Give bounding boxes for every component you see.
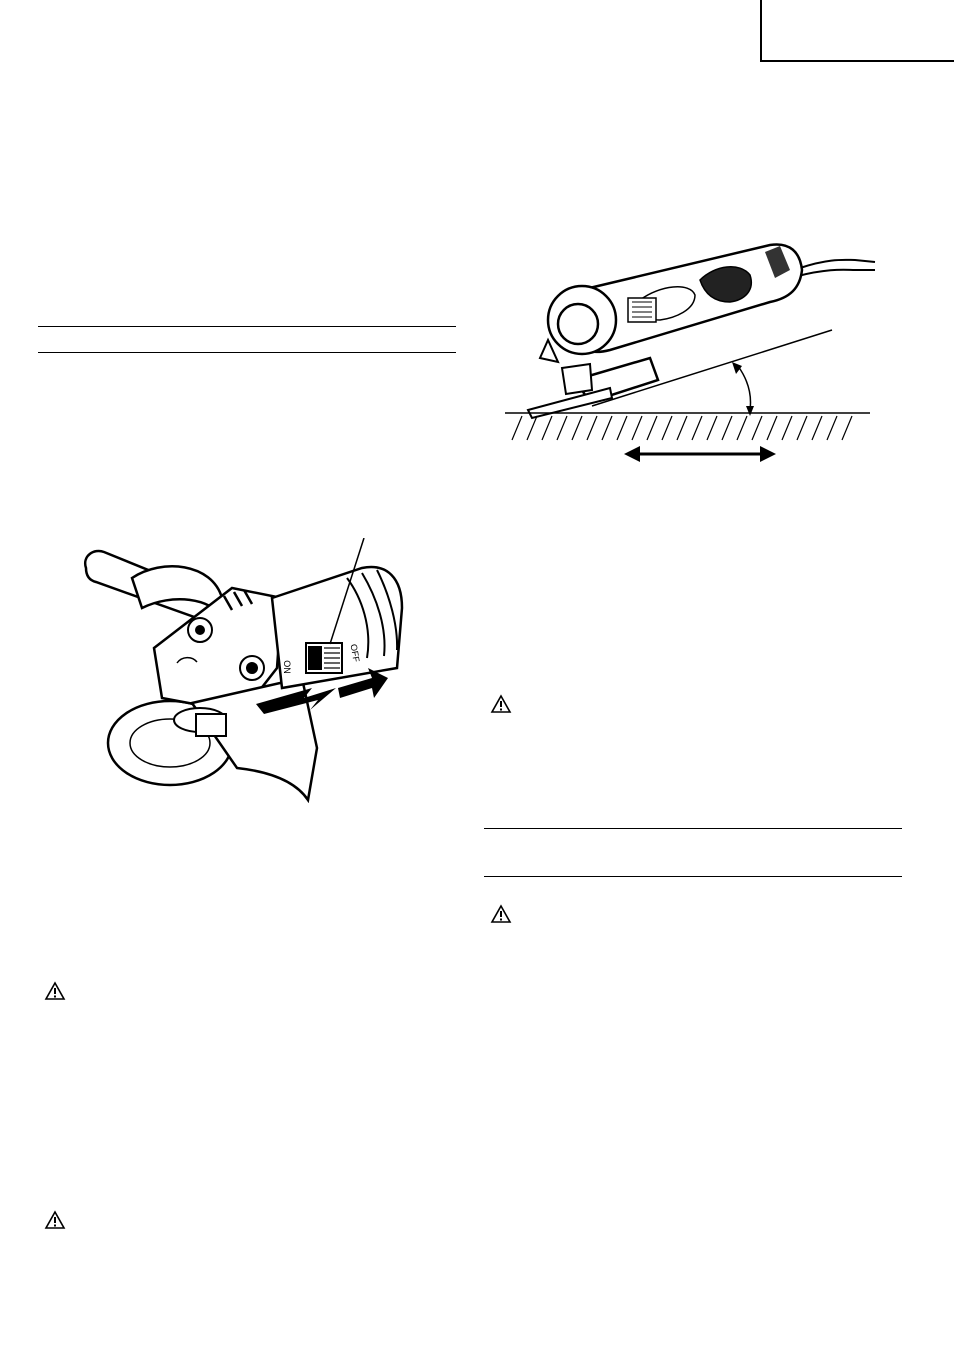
section-rule-bottom-left [38,352,456,353]
warning-triangle-icon [490,694,512,714]
section-rule-bottom-right [484,876,902,877]
section-rule-top-left [38,326,456,327]
warning-triangle-icon [44,981,66,1001]
switch-off-label: OFF [348,643,362,663]
page-tab-box [760,0,954,62]
grinder-switch-figure [72,538,422,803]
warning-triangle-icon [44,1210,66,1230]
switch-on-label: ON [281,660,292,674]
warning-triangle-icon [490,904,512,924]
grinder-angle-figure [500,240,880,470]
section-rule-top-right [484,828,902,829]
